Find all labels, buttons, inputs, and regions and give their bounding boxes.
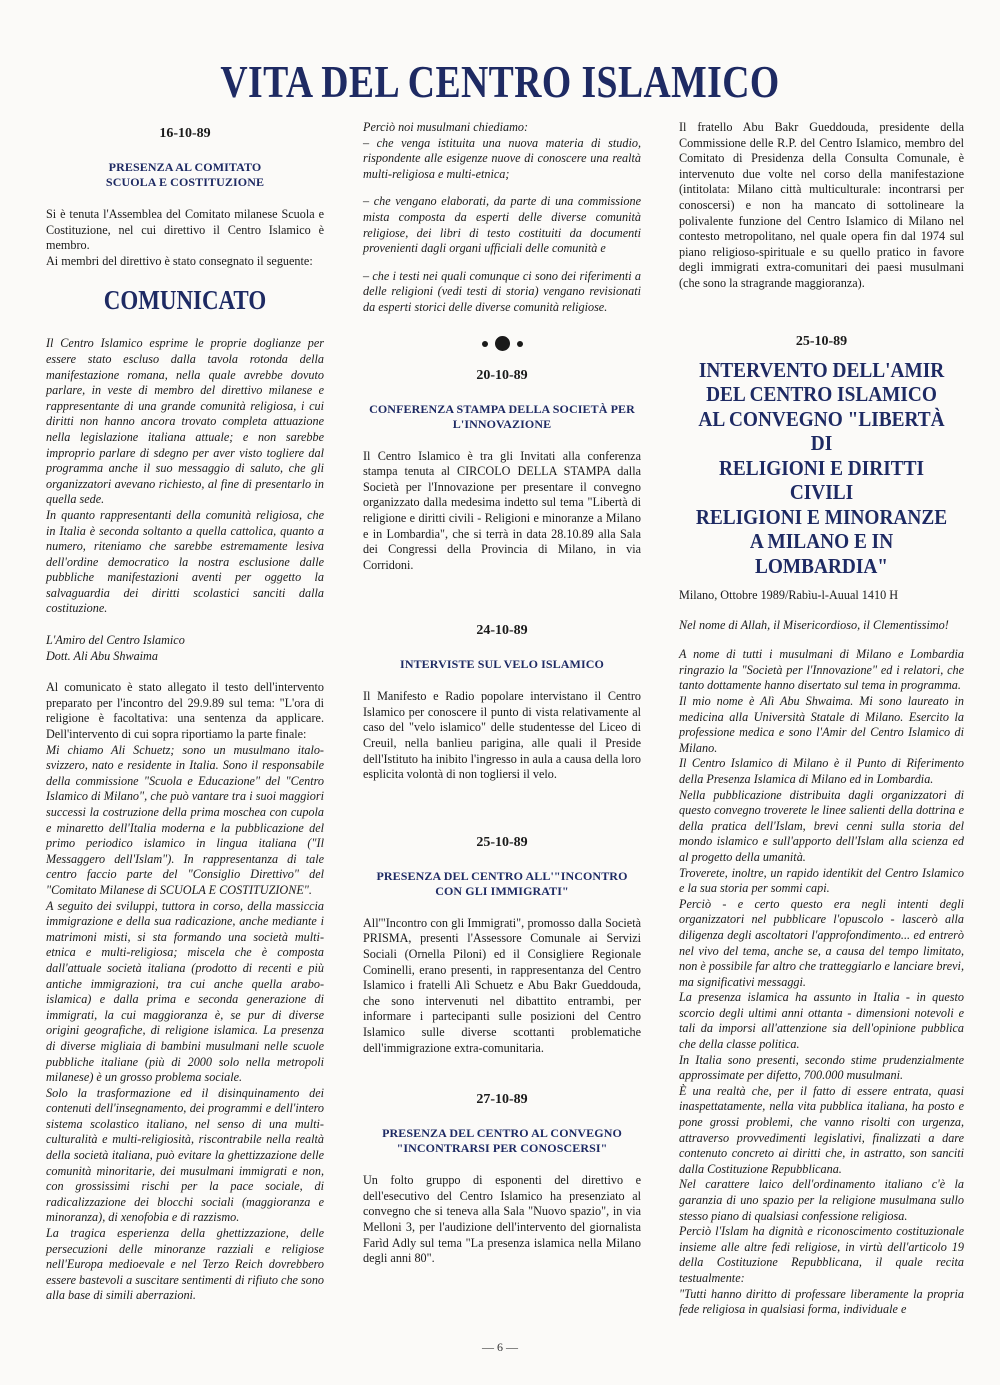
paragraph: A seguito dei sviluppi, tuttora in corso, della massiccia immigrazione e della sua radicazione, anche mediante i matrimoni misti, si sta formando una società multi-etnica e multi-religiosa; miscela che è composta dall'attuale società italiana (prodotto di recenti e più antiche immigrazioni, tra cui anche quella arabo-islamica) e dalla prima e seconda generazione di immigrati, la cui maggioranza è, se pur di diverse origini geografiche, di religione islamica. La presenza di diverse migliaia di bambini musulmani nelle scuole pubbliche italiane (più di 2000 solo nella metropoli milanese) è un grosso problema sociale. <box>46 898 324 1085</box>
section-date: 24-10-89 <box>476 623 528 639</box>
heading-line: L'INNOVAZIONE <box>452 416 552 431</box>
heading-line: PRESENZA DEL CENTRO AL CONVEGNO <box>382 1126 622 1141</box>
paragraph: Il Centro Islamico esprime le proprie doglianze per essere stato escluso dalla tavola rotonda della manifestazione romana, nella quale avrebbe dovuto parlare, in veste di membro del direttivo milanese e rappresentante di una grande comunità religiosa, i cui diritti non hanno ancora trovato completa attuazione nella legislazione italiana attuale; e non sarebbe improprio parlare di sdegno per aver visto togliere dal programma anche il suo messaggio di saluto, che gli organizzatori avevano richiesto, al fine di presentarlo in quella sede. <box>46 336 324 507</box>
request-item: – che vengano elaborati, da parte di una commissione mista composta da esperti delle diverse comunità religiose, dei libri di testo costituiti da documenti provenienti dagli organi ufficiali delle comunità e <box>363 194 641 256</box>
comunicato-title: COMUNICATO <box>103 285 267 316</box>
heading-line: CONFERENZA STAMPA DELLA SOCIETÀ PER <box>369 401 635 416</box>
paragraph: Il Centro Islamico è tra gli Invitati alla conferenza stampa tenuta al CIRCOLO DELLA STAMPA dalla Società per l'Innovazione per presentare il convegno organizzato dalla medesima indetto sul tema "Libertà di religione e diritti civili - Religioni e minoranze a Milano e in Lombardia", che si terrà in data 28.10.89 alla Sala dei Congressi della Provincia di Milano, in via Corridoni. <box>363 448 641 572</box>
column-right <box>679 120 964 1318</box>
paragraph: "Tutti hanno diritto di professare liberamente la propria fede religiosa in qualsiasi forma, individuale e <box>679 1286 964 1317</box>
paragraph: Solo la trasformazione ed il disinquinamento dei contenuti dell'insegnamento, dei programmi e dell'intero sistema scolastico italiano, nel senso di una multi-culturalità e multi-religiosità, riscontrabile nella realtà della società italiana, può evitare la ghettizzazione delle comunità minoritarie, dei musulmani immigrati e non, con grossissimi rischi per la pace sociale, di radicalizzazione dei blocchi sociali (maggioranza e minoranza), di xenofobia e di razzismo. <box>46 1085 324 1225</box>
page-title: VITA DEL CENTRO ISLAMICO <box>220 56 780 107</box>
paragraph: Mi chiamo Ali Schuetz; sono un musulmano italo-svizzero, nato e residente in Italia. Sono il responsabile della commissione "Scuola e Educazione" del "Centro Islamico di Milano", che può vantare tra i suoi maggiori successi la costruzione della prima moschea con cupola e minaretto dell'Italia moderna e la pubblicazione del primo periodico islamico in lingua italiana ("Il Messaggero dell'Islam"). In rappresentanza di tale centro faccio parte del "Consiglio Direttivo" del "Comitato Milanese di SCUOLA E COSTITUZIONE". <box>46 742 324 897</box>
section-date: 25-10-89 <box>476 834 528 850</box>
heading-line: RELIGIONI E MINORANZE <box>695 504 948 529</box>
section-heading <box>363 657 641 672</box>
section-heading <box>363 402 641 432</box>
paragraph: Il fratello Abu Bakr Gueddouda, presidente della Commissione delle R.P. del Centro Islamico, membro del Comitato di Presidenza della Consulta Comunale, è intervenuto due volte nel corso della manifestazione (intitolata: Milano città multiculturale: incontrarsi per conoscersi) e non ha mancato di sottolineare la polivalente funzione del Centro Islamico di Milano nel contesto metropolitano, nel quale opera fin dal 1974 sul piano religioso-spirituale e su quello pratico in favore degli immigrati extra-comunitari dei paesi musulmani (che sono la stragrande maggioranza). <box>679 120 964 290</box>
paragraph: È una realtà che, per il fatto di essere entrata, quasi inaspettatamente, nella vita pubblica italiana, ha posto e pone grossi problemi, che vanno risolti con urgenza, attraverso provvedimenti legislativi, finalizzati a dare contenuto concreto ai diritti che, in astratto, son sanciti dalla Costituzione Repubblicana. <box>679 1083 964 1176</box>
section-heading <box>363 1126 641 1156</box>
heading-line: SCUOLA E COSTITUZIONE <box>105 175 265 189</box>
paragraph: Si è tenuta l'Assemblea del Comitato milanese Scuola e Costituzione, nel cui direttivo il Centro Islamico è membro. <box>46 207 324 253</box>
signature-title: L'Amiro del Centro Islamico <box>46 633 185 648</box>
heading-line: "INCONTRARSI PER CONOSCERSI" <box>396 1141 608 1156</box>
heading-line: PRESENZA AL COMITATO <box>108 160 262 174</box>
heading-line: A MILANO E IN LOMBARDIA" <box>749 529 894 578</box>
section-heading <box>363 869 641 899</box>
heading-line: CON GLI IMMIGRATI" <box>435 883 569 898</box>
paragraph: La tragica esperienza della ghettizzazione, delle persecuzioni delle minoranze razziali e religiose nell'Europa medioevale e nel Terzo Reich dovrebbero essere bastevoli a suscitare sentimenti di rifiuto che sono alla base di simili aberrazioni. <box>46 1226 325 1303</box>
request-item: – che venga istituita una nuova materia di studio, rispondente alle esigenze nuove di conoscere una realtà multi-religiosa e multi-etnica; <box>363 135 641 181</box>
section-date: 20-10-89 <box>476 367 528 383</box>
page-number: — 6 — <box>482 1340 518 1354</box>
section-heading <box>690 358 952 579</box>
dot-icon <box>482 341 488 347</box>
section-divider-ornament <box>363 334 641 354</box>
paragraph: Il mio nome è Alì Abu Shwaima. Mi sono laureato in medicina alla Università Statale di Milano. Esercito la professione medica e sono l'Amir del Centro Islamico di Milano. <box>679 694 964 755</box>
paragraph: Perciò l'Islam ha dignità e riconoscimento costituzionale insieme alle altre fedi religiose, in virtù dell'articolo 19 della Costituzione Repubblicana, il quale recita testualmente: <box>679 1224 964 1285</box>
column-middle <box>363 120 641 1267</box>
paragraph: Nel carattere laico dell'ordinamento italiano c'è la garanzia di uno spazio per la religione musulmana sullo stesso piano di qualsiasi confessione religiosa. <box>679 1177 964 1223</box>
paragraph: Un folto gruppo di esponenti del direttivo e dell'esecutivo del Centro Islamico ha presenziato al convegno che si teneva alla Sala "Nuovo spazio", in via Melloni 3, per l'audizione dell'intervento del giornalista Farìd Adly sul tema "La presenza islamica nella Milano degli anni 80". <box>363 1173 641 1266</box>
heading-line: PRESENZA DEL CENTRO ALL'"INCONTRO <box>376 868 628 883</box>
column-left <box>46 120 324 1304</box>
paragraph: Ai membri del direttivo è stato consegnato il seguente: <box>46 253 313 268</box>
request-item: – che i testi nei quali comunque ci sono dei riferimenti a delle religioni (vedi testi di storia) vengano revisionati da esperti storici delle diverse comunità religiose. <box>363 268 641 314</box>
paragraph: All'"Incontro con gli Immigrati", promosso dalla Società PRISMA, presenti l'Assessore Comunale ai Servizi Sociali (Ornella Piloni) ed il Consigliere Regionale Cominelli, erano presenti, in rappresentanza del Centro Islamico i fratelli Alì Schuetz e Abu Bakr Gueddouda, che sono intervenuti nel dibattito entrambi, per informare i partecipanti sulle posizioni del Centro Islamico sulle diverse scottanti problematiche dell'immigrazione extra-comunitaria. <box>363 915 641 1055</box>
section-date: 25-10-89 <box>795 333 848 349</box>
paragraph: Perciò noi musulmani chiediamo: <box>363 120 529 134</box>
dateline: Milano, Ottobre 1989/Rabìu-l-Auual 1410 H <box>679 588 899 603</box>
heading-line: INTERVENTO DELL'AMIR <box>698 357 945 382</box>
paragraph: Troverete, inoltre, un rapido identikit del Centro Islamico e la sua storia per sommi capi. <box>679 865 964 896</box>
dot-icon <box>517 341 523 347</box>
paragraph: La presenza islamica ha assunto in Italia - in questo scorcio degli ultimi anni ottanta - dimensioni notevoli e tali da imporsi all'attenzione sia dell'opinione pubblica che della classe politica. <box>679 990 964 1052</box>
paragraph: In quanto rappresentanti della comunità religiosa, che in Italia è seconda soltanto a quella cattolica, quanto a numero, riteniamo che sarebbe estremamente lesiva dell'ordine democratico la nostra esclusione dalle pubbliche manifestazioni aventi per oggetto la salvaguardia dei diritti scolastici sanciti dalla costituzione. <box>46 507 324 616</box>
signature-name: Dott. Ali Abu Shwaima <box>46 648 158 663</box>
heading-line: DEL CENTRO ISLAMICO <box>706 382 937 407</box>
paragraph: Nel nome di Allah, il Misericordioso, il Clementissimo! <box>679 617 949 632</box>
heading-line: INTERVISTE SUL VELO ISLAMICO <box>400 657 604 672</box>
paragraph: Il Manifesto e Radio popolare intervistano il Centro Islamico per conoscere il punto di vista relativamente al caso del "velo islamico" delle studentesse del Liceo di Creuil, nella banlieu parigina, alle quali il Preside dell'Istituto ha inibito l'ingresso in aula a causa della loro esplicita volontà di non togliersi il velo. <box>363 689 641 782</box>
section-date: 16-10-89 <box>159 126 211 141</box>
paragraph: Al comunicato è stato allegato il testo dell'intervento preparato per l'incontro del 29.9.89 sul tema: "L'ora di religione è facoltativa: una sentenza da applicare. Dell'intervento di cui sopra riportiamo la parte finale: <box>46 680 324 742</box>
paragraph: In Italia sono presenti, secondo stime prudenzialmente approssimate per difetto, 700.000 musulmani. <box>679 1052 964 1083</box>
paragraph: Nella pubblicazione distribuita dagli organizzatori di questo convegno troverete le linee salienti della dottrina e della pratica dell'Islam, brevi cenni sulla storia del mondo islamico e sull'apporto dell'Islam alla scienza ed al progetto della umanità. <box>679 787 964 864</box>
paragraph: Perciò - e certo questo era negli intenti degli organizzatori nel pubblicare l'opuscolo - lascerò alla diligenza degli ascoltatori l'approfondimento... ed entrerò nel vivo del tema, anche se, a causa del tempo limitato, non è possibile far altro che tratteggiarlo e lanciare brevi, ma significativi messaggi. <box>679 896 964 989</box>
paragraph: Il Centro Islamico di Milano è il Punto di Riferimento della Presenza Islamica di Milano ed in Lombardia. <box>679 756 964 786</box>
section-heading <box>46 160 324 190</box>
heading-line: RELIGIONI E DIRITTI CIVILI <box>718 455 925 505</box>
paragraph: A nome di tutti i musulmani di Milano e Lombardia ringrazio la "Società per l'Innovazione" ed i relatori, che tanto dottamente hanno disertato sul tema in programma. <box>679 647 964 693</box>
heading-line: AL CONVEGNO "LIBERTÀ DI <box>698 406 945 456</box>
section-date: 27-10-89 <box>476 1092 528 1108</box>
dot-icon <box>495 336 510 351</box>
